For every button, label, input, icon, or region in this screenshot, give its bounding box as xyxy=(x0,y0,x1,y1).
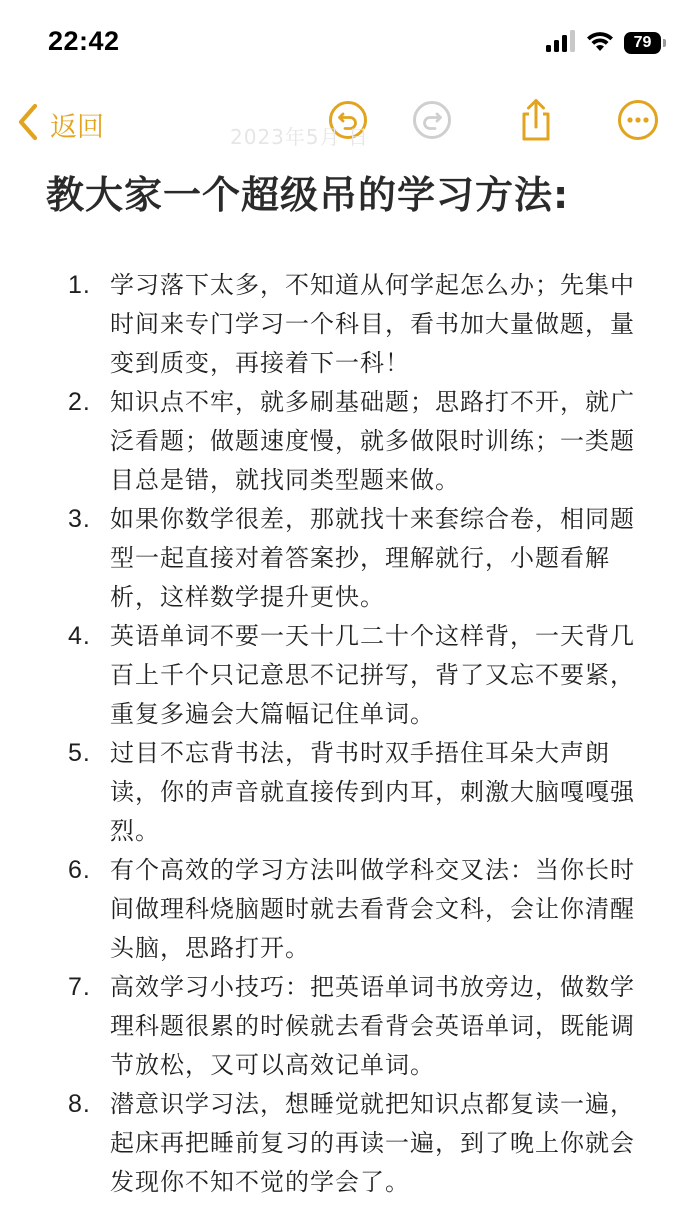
share-icon xyxy=(516,97,556,147)
list-item-number: 6. xyxy=(68,856,91,884)
list-item-number: 2. xyxy=(68,388,91,416)
chevron-left-icon xyxy=(16,102,40,146)
more-button[interactable] xyxy=(616,100,660,144)
share-button[interactable] xyxy=(514,100,558,144)
redo-icon xyxy=(412,100,452,144)
list-item-text: 过目不忘背书法，背书时双手捂住耳朵大声朗读，你的声音就直接传到内耳，刺激大脑嘎嘎强烈。 xyxy=(110,739,635,845)
battery-icon xyxy=(624,32,666,54)
signal-icon xyxy=(546,30,576,56)
list-item-number: 5. xyxy=(68,739,91,767)
list-item xyxy=(0,617,650,734)
status-icons xyxy=(546,30,666,56)
list-item-number: 1. xyxy=(68,271,91,299)
status-time: 22:42 xyxy=(48,26,120,56)
list-item xyxy=(0,1085,650,1202)
battery-level: 79 xyxy=(624,32,661,54)
list-item xyxy=(0,968,650,1085)
note-title: 教大家一个超级吊的学习方法: xyxy=(46,173,570,217)
note-date: 2023年5月 日 xyxy=(230,125,369,149)
more-icon xyxy=(617,99,659,145)
list-item xyxy=(0,266,650,383)
list-item-text: 潜意识学习法，想睡觉就把知识点都复读一遍，起床再把睡前复习的再读一遍，到了晚上你就会发现你不知不觉的学会了。 xyxy=(110,1090,635,1196)
list-item-number: 3. xyxy=(68,505,91,533)
list-item-number: 4. xyxy=(68,622,91,650)
list-item xyxy=(0,383,650,500)
list-item-text: 学习落下太多，不知道从何学起怎么办；先集中时间来专门学习一个科目，看书加大量做题，量变到质变，再接着下一科！ xyxy=(110,271,635,377)
list-item-text: 如果你数学很差，那就找十来套综合卷，相同题型一起直接对着答案抄，理解就行，小题看解析，这样数学提升更快。 xyxy=(110,505,635,611)
list-item-number: 7. xyxy=(68,973,91,1001)
battery-cap xyxy=(663,39,666,47)
redo-button[interactable] xyxy=(410,100,454,144)
note-list xyxy=(0,266,690,1202)
wifi-icon xyxy=(586,30,614,56)
list-item-text: 知识点不牢，就多刷基础题；思路打不开，就广泛看题；做题速度慢，就多做限时训练；一类题目总是错，就找同类型题来做。 xyxy=(110,388,635,494)
list-item xyxy=(0,734,650,851)
status-bar xyxy=(0,0,690,86)
list-item xyxy=(0,500,650,617)
back-button[interactable] xyxy=(16,102,104,146)
list-item-text: 高效学习小技巧：把英语单词书放旁边，做数学理科题很累的时候就去看背会英语单词，既能调节放松，又可以高效记单词。 xyxy=(110,973,635,1079)
list-item xyxy=(0,851,650,968)
list-item-number: 8. xyxy=(68,1090,91,1118)
back-label: 返回 xyxy=(50,111,104,143)
list-item-text: 英语单词不要一天十几二十个这样背，一天背几百上千个只记意思不记拼写，背了又忘不要紧，重复多遍会大篇幅记住单词。 xyxy=(110,622,635,728)
list-item-text: 有个高效的学习方法叫做学科交叉法：当你长时间做理科烧脑题时就去看背会文科，会让你清醒头脑，思路打开。 xyxy=(110,856,635,962)
